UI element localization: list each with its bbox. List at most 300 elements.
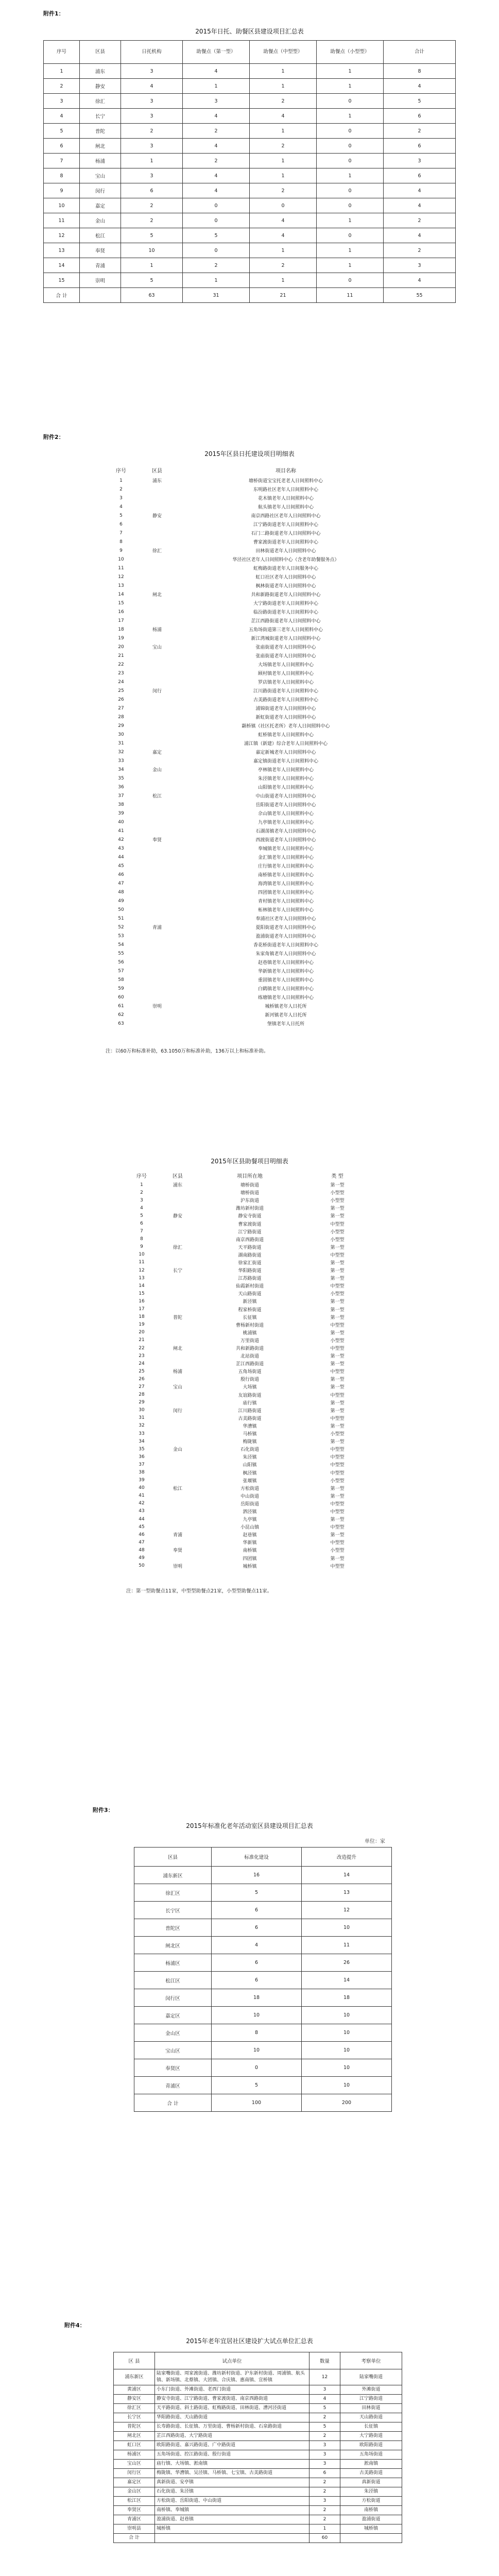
att5-cell: 大宁路街道	[340, 2432, 402, 2441]
att3-cell: 友谊路街道	[238, 1393, 262, 1398]
att3-cell: 35	[139, 1446, 145, 1452]
att2-cell: 35	[118, 775, 124, 781]
att1-cell: 4	[183, 183, 250, 198]
att3-cell: 中型型	[330, 1540, 345, 1546]
att2-cell: 堡镇老年人日托所	[267, 1022, 304, 1027]
att1-cell: 徐汇	[80, 94, 121, 109]
att5-cell: 江宁路街道	[340, 2395, 402, 2404]
att3-cell: 1	[140, 1182, 143, 1188]
att3-cell: 第一型	[330, 1439, 345, 1445]
att5-cell: 淞南镇	[340, 2460, 402, 2469]
att5-cell: 天平路街道、斜土路街道、虹梅路街道、田林街道、漕河泾街道	[155, 2404, 309, 2413]
att1-cell: 1	[317, 64, 384, 79]
att4-cell: 长宁区	[134, 1902, 212, 1919]
att1-cell: 松江	[80, 228, 121, 243]
att2-cell: 宝山	[152, 645, 162, 650]
att2-cell: 石门二路街道老年人日间照料中心	[251, 531, 321, 536]
att1-cell: 闵行	[80, 183, 121, 198]
att1-cell: 1	[121, 258, 183, 273]
att2-cell: 四团镇老年人日间照料中心	[257, 890, 314, 895]
att3-cell: 小型型	[330, 1237, 345, 1243]
att1-cell: 1	[44, 64, 80, 79]
att2-cell: 浦江镇（新建）综合老年人日间照料中心	[244, 741, 328, 747]
att3-cell: 大场镇	[243, 1385, 257, 1391]
att3-cell: 第一型	[330, 1245, 345, 1250]
att2-cell: 枫林街道老年人日间照料中心	[255, 584, 316, 589]
att5-total-row	[114, 2534, 402, 2543]
att5-cell: 崇明县	[114, 2524, 155, 2534]
att2-cell: 香花桥街道老年人日间照料中心	[253, 943, 318, 948]
att4-cell: 0	[212, 2059, 302, 2077]
att2-cell: 53	[118, 933, 124, 939]
att1-cell: 10	[121, 243, 183, 258]
att3-cell: 湖南路街道	[238, 1252, 262, 1258]
att1-cell: 3	[183, 94, 250, 109]
att2-cell: 奉浦社区老年人日间照料中心	[255, 917, 316, 922]
att3-cell: 中型型	[330, 1463, 345, 1468]
att1-cell: 10	[44, 198, 80, 213]
att2-cell: 12	[118, 574, 124, 580]
att5-total-cell: 合 计	[114, 2534, 155, 2543]
att5-cell: 1	[309, 2524, 340, 2534]
att2-cell: 42	[118, 837, 124, 842]
att1-total-cell: 合 计	[44, 288, 80, 303]
att4-unit: 单位：家	[365, 1839, 385, 1844]
att2-cell: 62	[118, 1012, 124, 1018]
att3-cell: 第一型	[330, 1556, 345, 1562]
att1-cell: 6	[384, 109, 456, 124]
att1-cell: 4	[183, 168, 250, 183]
att2-cell: 临汾路街道老年人日间照料中心	[253, 610, 318, 615]
att5-cell: 2	[309, 2515, 340, 2524]
att1-cell: 3	[121, 94, 183, 109]
att4-cell: 14	[302, 1972, 392, 1989]
att4-cell: 18	[212, 1989, 302, 2007]
att2-cell: 41	[118, 828, 124, 834]
att3-cell: 朱泾镇	[243, 1455, 257, 1461]
att1-cell: 0	[183, 243, 250, 258]
att1-cell: 4	[183, 139, 250, 154]
att2-cell: 43	[118, 845, 124, 851]
att2-cell: 54	[118, 942, 124, 947]
att2-cell: 22	[118, 662, 124, 667]
att1-cell: 3	[121, 64, 183, 79]
att2-cell: 3	[119, 495, 123, 501]
att3-cell: 普陀	[173, 1315, 182, 1320]
att4-title: 2015年标准化老年活动室区县建设项目汇总表	[186, 1822, 313, 1829]
att4-cell: 12	[302, 1902, 392, 1919]
att3-cell: 天山路街道	[238, 1292, 262, 1297]
att5-header-row	[114, 2352, 402, 2369]
att1-cell: 2	[121, 213, 183, 228]
att1-cell: 12	[44, 228, 80, 243]
att3-cell: 30	[139, 1408, 145, 1413]
att3-cell: 37	[139, 1462, 145, 1467]
att5-table-row	[114, 2422, 402, 2432]
att5-header-cell: 考察单位	[340, 2352, 402, 2369]
att1-cell: 2	[183, 258, 250, 273]
att1-total-cell: 55	[384, 288, 456, 303]
att2-cell: 30	[118, 732, 124, 737]
att3-cell: 中型型	[330, 1564, 345, 1569]
att3-cell: 江宁路街道	[238, 1229, 262, 1235]
att1-cell: 5	[121, 228, 183, 243]
att3-cell: 第一型	[330, 1423, 345, 1429]
att5-table-row	[114, 2460, 402, 2469]
att5-table-row	[114, 2385, 402, 2395]
att5-cell: 南桥镇	[340, 2506, 402, 2515]
att1-cell: 11	[44, 213, 80, 228]
att3-cell: 第一型	[330, 1260, 345, 1266]
att4-cell: 6	[212, 1954, 302, 1972]
att4-cell: 13	[302, 1884, 392, 1902]
att1-cell: 0	[183, 213, 250, 228]
att3-cell: 庙行镇	[243, 1400, 257, 1406]
att3-cell: 20	[139, 1330, 145, 1335]
att3-cell: 桃浦镇	[243, 1330, 257, 1336]
att4-cell: 6	[212, 1919, 302, 1937]
att1-cell: 4	[384, 198, 456, 213]
att3-cell: 塘桥街道	[240, 1191, 259, 1196]
att3-cell: 闸北	[173, 1346, 182, 1352]
att5-cell: 石化街道、朱泾镇	[155, 2487, 309, 2497]
att3-cell: 31	[139, 1415, 145, 1421]
att2-cell: 47	[118, 880, 124, 886]
att3-cell: 小型型	[330, 1292, 345, 1297]
att1-cell: 浦东	[80, 64, 121, 79]
att2-cell: 大宁路街道老年人日间照料中心	[253, 601, 318, 606]
att2-cell: 江宁路街道老年人日间照料中心	[253, 522, 318, 528]
att2-cell: 34	[118, 767, 124, 772]
att5-cell: 小东门街道、外滩街道、老西门街道	[155, 2385, 309, 2395]
att3-cell: 43	[139, 1509, 145, 1514]
att5-cell: 长宁区	[114, 2413, 155, 2422]
att4-cell: 普陀区	[134, 1919, 212, 1937]
att2-title: 2015年区县日托建设项目明细表	[204, 450, 295, 457]
att3-cell: 21	[139, 1337, 145, 1343]
att3-cell: 中型型	[330, 1501, 345, 1507]
att2-cell: 练塘镇老年人日间照料中心	[257, 995, 314, 1001]
att5-cell: 闵行区	[114, 2469, 155, 2478]
att5-header-cell: 数量	[309, 2352, 340, 2369]
att3-cell: 第一型	[330, 1486, 345, 1492]
att4-cell: 10	[302, 2059, 392, 2077]
att3-cell: 32	[139, 1423, 145, 1429]
att4-total-cell: 200	[302, 2094, 392, 2112]
att3-cell: 张堰镇	[243, 1478, 257, 1484]
att5-cell: 梅陇镇、华漕镇、吴泾镇、马桥镇、七宝镇、古美路街道	[155, 2469, 309, 2478]
att2-cell: 嘉定新城老年人日间照料中心	[255, 750, 316, 755]
att3-cell: 40	[139, 1485, 145, 1491]
att5-cell: 欧阳路街道	[340, 2441, 402, 2450]
att3-cell: 青浦	[173, 1533, 182, 1538]
att2-cell: 金山	[152, 768, 162, 773]
att3-cell: 47	[139, 1539, 145, 1545]
att1-cell: 1	[250, 64, 317, 79]
att2-cell: 7	[119, 530, 123, 536]
att3-cell: 中型型	[330, 1323, 345, 1328]
att1-cell: 0	[317, 124, 384, 139]
att5-cell: 欧阳路街道、嘉兴路街道、广中路街道	[155, 2441, 309, 2450]
att1-cell: 0	[250, 198, 317, 213]
att1-cell: 13	[44, 243, 80, 258]
att1-cell: 1	[250, 79, 317, 94]
att4-header-cell: 改造提升	[302, 1848, 392, 1867]
att3-cell: 万里街道	[240, 1338, 259, 1344]
att2-cell: 新虹街道老年人日间照料中心	[255, 715, 316, 720]
att3-cell: 中型型	[330, 1222, 345, 1227]
att4-cell: 金山区	[134, 2024, 212, 2042]
att3-cell: 天平路街道	[238, 1245, 262, 1250]
att4-cell: 16	[212, 1867, 302, 1884]
att5-cell: 古美路街道	[340, 2469, 402, 2478]
att3-cell: 中型型	[330, 1393, 345, 1398]
att1-header-cell: 日托机构	[121, 41, 183, 64]
att4-cell: 闵行区	[134, 1989, 212, 2007]
att2-cell: 田林街道老年人日间照料中心	[255, 549, 316, 554]
att5-cell: 6	[309, 2469, 340, 2478]
att1-cell: 0	[317, 183, 384, 198]
att5-title: 2015年老年宜居社区建设扩大试点单位汇总表	[186, 2337, 313, 2345]
att3-cell: 50	[139, 1563, 145, 1569]
att3-cell: 金山	[173, 1447, 182, 1453]
att4-cell: 6	[212, 1972, 302, 1989]
att3-cell: 山阳镇	[243, 1463, 257, 1468]
att3-cell: 芷江西路街道	[235, 1362, 264, 1367]
att1-cell: 1	[250, 154, 317, 168]
att1-header-cell: 合计	[384, 41, 456, 64]
att5-cell: 静安寺街道、江宁路街道、曹家渡街道、南京西路街道	[155, 2395, 309, 2404]
att3-cell: 9	[140, 1244, 143, 1250]
att3-cell: 南京西路街道	[235, 1237, 264, 1243]
att2-cell: 顾村镇老年人日间照料中心	[257, 671, 314, 676]
att3-cell: 中型型	[330, 1252, 345, 1258]
att2-cell: 19	[118, 635, 124, 641]
att3-cell: 2	[140, 1190, 143, 1195]
att2-cell: 闸北	[152, 592, 162, 598]
att2-cell: 4	[119, 504, 123, 510]
att1-cell: 3	[384, 154, 456, 168]
att3-cell: 殷行街道	[240, 1377, 259, 1383]
att3-cell: 15	[139, 1291, 145, 1296]
att1-cell: 普陀	[80, 124, 121, 139]
att3-cell: 徐家汇街道	[238, 1260, 262, 1266]
att5-cell: 华阳路街道、天山路街道	[155, 2413, 309, 2422]
att3-cell: 17	[139, 1307, 145, 1312]
att3-cell: 小型型	[330, 1432, 345, 1437]
att4-cell: 杨浦区	[134, 1954, 212, 1972]
att1-cell: 4	[183, 109, 250, 124]
att3-cell: 小型型	[330, 1229, 345, 1235]
att3-cell: 41	[139, 1493, 145, 1499]
att2-cell: 27	[118, 705, 124, 711]
att5-cell: 黄浦区	[114, 2385, 155, 2395]
att2-cell: 14	[118, 591, 124, 597]
att4-cell: 10	[212, 2007, 302, 2024]
att4-cell: 26	[302, 1954, 392, 1972]
att2-cell: 31	[118, 740, 124, 746]
att1-header-cell: 区县	[80, 41, 121, 64]
att3-cell: 潍坊新村街道	[235, 1206, 264, 1212]
att2-cell: 1	[119, 478, 123, 483]
att2-header-cell: 项目名称	[276, 468, 296, 474]
att5-cell: 静安区	[114, 2395, 155, 2404]
att3-cell: 7	[140, 1229, 143, 1234]
att1-cell: 3	[44, 94, 80, 109]
att5-cell: 青浦区	[114, 2515, 155, 2524]
att3-cell: 26	[139, 1376, 145, 1382]
att5-cell: 嘉定区	[114, 2478, 155, 2487]
att3-cell: 第一型	[330, 1385, 345, 1391]
att1-cell: 0	[317, 94, 384, 109]
att5-table	[113, 2352, 402, 2543]
att2-cell: 航头镇老年人日间照料中心	[257, 505, 314, 510]
att2-header-cell: 区县	[152, 468, 162, 474]
att1-cell: 杨浦	[80, 154, 121, 168]
att2-cell: 张庙街道老年人日间照料中心	[255, 645, 316, 650]
att3-cell: 新泾镇	[243, 1299, 257, 1305]
att3-cell: 10	[139, 1252, 145, 1258]
att2-cell: 13	[118, 583, 124, 588]
att1-title: 2015年日托、助餐区县建设项目汇总表	[195, 28, 304, 35]
att3-cell: 中型型	[330, 1447, 345, 1453]
att5-cell: 城桥镇	[155, 2524, 309, 2534]
att1-cell: 6	[44, 139, 80, 154]
att2-cell: 60	[118, 994, 124, 1000]
att2-cell: 崇明	[152, 1004, 162, 1009]
att2-cell: 中山街道老年人日间照料中心	[255, 794, 316, 799]
att3-cell: 第一型	[330, 1354, 345, 1360]
att1-cell: 2	[384, 213, 456, 228]
att2-cell: 45	[118, 863, 124, 869]
att1-cell: 5	[121, 273, 183, 288]
att2-cell: 庄行镇老年人日间照料中心	[257, 864, 314, 869]
att5-cell: 五角场街道、控江路街道、殷行街道	[155, 2450, 309, 2460]
att2-cell: 静安	[152, 514, 162, 519]
att2-cell: 塘桥街道宝宝托老老人日间照料中心	[248, 479, 323, 484]
att3-cell: 小型型	[330, 1198, 345, 1204]
att3-cell: 3	[140, 1197, 143, 1203]
att2-cell: 重固镇老年人日间照料中心	[257, 978, 314, 983]
att3-header-cell: 区县	[173, 1173, 183, 1179]
att1-cell: 1	[250, 243, 317, 258]
att2-cell: 夏阳街道老年人日间照料中心	[255, 925, 316, 930]
att5-cell: 长征镇	[340, 2422, 402, 2432]
att3-title: 2015年区县助餐项目明细表	[211, 1158, 288, 1165]
att3-cell: 小型型	[330, 1338, 345, 1344]
att3-cell: 第一型	[330, 1214, 345, 1219]
att2-cell: 57	[118, 968, 124, 974]
att3-cell: 程家桥街道	[238, 1307, 262, 1313]
att2-label: 附件2：	[43, 434, 64, 440]
att5-table-row	[114, 2450, 402, 2460]
att3-cell: 12	[139, 1267, 145, 1273]
att2-cell: 青村镇老年人日间照料中心	[257, 899, 314, 904]
att2-cell: 徐汇	[152, 549, 162, 554]
att2-cell: 华新镇老年人日间照料中心	[257, 969, 314, 974]
att5-table-row	[114, 2497, 402, 2506]
att1-header-cell: 助餐点（第一型）	[183, 41, 250, 64]
att2-cell: 海湾镇老年人日间照料中心	[257, 882, 314, 887]
att2-cell: 石湖荡镇老年人日间照料中心	[255, 829, 316, 834]
att1-cell: 2	[183, 154, 250, 168]
att2-cell: 20	[118, 644, 124, 650]
att1-label: 附件1：	[43, 10, 64, 17]
att5-table-row	[114, 2404, 402, 2413]
att5-cell: 5	[309, 2422, 340, 2432]
att4-cell: 10	[302, 2042, 392, 2059]
att1-header-cell: 序号	[44, 41, 80, 64]
att3-cell: 四团镇	[243, 1556, 257, 1562]
att2-cell: 51	[118, 916, 124, 921]
att4-total-cell: 合 计	[134, 2094, 212, 2112]
att2-cell: 东明路社区老年人日间照料中心	[253, 487, 318, 493]
att2-cell: 松江	[152, 794, 162, 799]
att5-cell: 5	[309, 2404, 340, 2413]
att3-cell: 13	[139, 1275, 145, 1281]
att1-cell: 5	[44, 124, 80, 139]
att1-cell: 15	[44, 273, 80, 288]
att2-cell: 虹梅路街道老年人日间服务中心	[253, 566, 318, 571]
att1-cell: 4	[250, 213, 317, 228]
att1-cell: 静安	[80, 79, 121, 94]
att1-cell: 奉贤	[80, 243, 121, 258]
att4-cell: 松江区	[134, 1972, 212, 1989]
att3-cell: 中型型	[330, 1369, 345, 1375]
att3-cell: 南桥镇	[243, 1548, 257, 1554]
att2-cell: 10	[118, 556, 124, 562]
att1-cell: 2	[250, 139, 317, 154]
att1-cell: 1	[317, 213, 384, 228]
att1-cell: 4	[384, 183, 456, 198]
att2-cell: 18	[118, 626, 124, 632]
att1-cell: 1	[250, 273, 317, 288]
att3-cell: 华新镇	[243, 1540, 257, 1546]
att3-cell: 江苏路街道	[238, 1276, 262, 1282]
att1-cell: 2	[250, 258, 317, 273]
att5-cell: 3	[309, 2497, 340, 2506]
att3-cell: 38	[139, 1470, 145, 1476]
att3-cell: 仙霞新村街道	[235, 1284, 264, 1290]
att2-cell: 9	[119, 548, 123, 553]
att1-cell: 6	[384, 168, 456, 183]
att1-cell: 金山	[80, 213, 121, 228]
att3-cell: 闵行	[173, 1408, 182, 1414]
att2-cell: 25	[118, 688, 124, 693]
att1-cell: 1	[183, 273, 250, 288]
att2-cell: 佘山镇老年人日间照料中心	[257, 811, 314, 817]
att1-cell: 4	[121, 79, 183, 94]
att4-header-cell: 标准化建设	[212, 1848, 302, 1867]
att3-cell: 中型型	[330, 1509, 345, 1515]
att1-cell: 0	[183, 198, 250, 213]
att3-cell: 五角场街道	[238, 1369, 262, 1375]
att5-cell: 奉贤区	[114, 2506, 155, 2515]
att1-cell: 1	[250, 168, 317, 183]
att1-cell: 4	[250, 109, 317, 124]
att2-cell: 西渡街道老年人日间照料中心	[255, 838, 316, 843]
att2-cell: 大场镇老年人日间照料中心	[257, 663, 314, 668]
att5-cell: 2	[309, 2487, 340, 2497]
att4-cell: 4	[212, 1937, 302, 1954]
att3-cell: 4	[140, 1205, 143, 1211]
att3-cell: 方松街道	[240, 1486, 259, 1492]
att1-cell: 2	[384, 243, 456, 258]
att5-cell: 松江区	[114, 2497, 155, 2506]
att1-cell: 6	[121, 183, 183, 198]
att2-cell: 江川路街道老年人日间照料中心	[253, 689, 318, 694]
att3-cell: 中型型	[330, 1416, 345, 1421]
